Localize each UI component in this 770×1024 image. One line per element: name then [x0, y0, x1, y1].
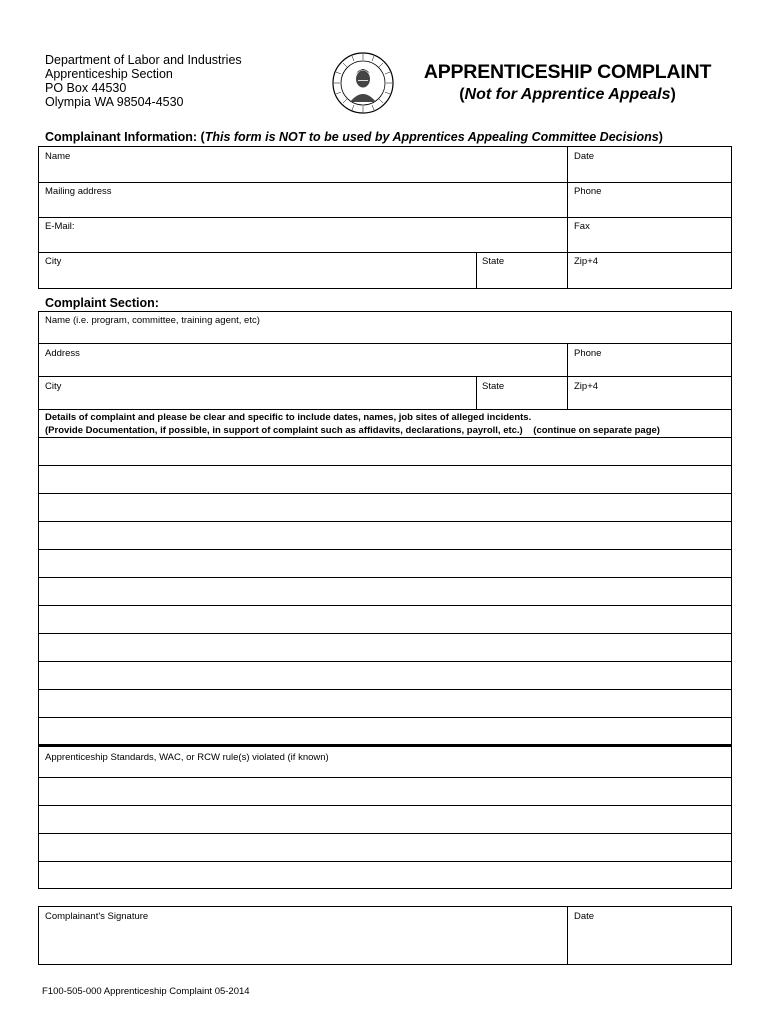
email-label: E-Mail:: [45, 221, 75, 232]
respondent-state-label: State: [482, 381, 505, 392]
complainant-heading-label: Complainant Information: (: [45, 130, 205, 144]
complainant-mailing-field[interactable]: [39, 183, 566, 217]
state-seal-icon: [332, 52, 394, 114]
complainant-city-field[interactable]: [39, 253, 475, 288]
section-separator: [38, 744, 732, 747]
complainant-fax-field[interactable]: [568, 218, 731, 252]
form-number: F100-505-000 Apprenticeship Complaint 05-2014: [42, 986, 250, 997]
mailing-address-label: Mailing address: [45, 186, 112, 197]
respondent-phone-label: Phone: [574, 348, 602, 359]
zip-label: Zip+4: [574, 256, 599, 267]
respondent-city-field[interactable]: [39, 377, 475, 409]
rules-violated-textarea[interactable]: [39, 778, 731, 888]
complainant-heading-close: ): [658, 130, 663, 144]
details-instructions: Details of complaint and please be clear and specific to include dates, names, job sites of alleged incidents.: [45, 412, 532, 423]
complainant-heading: [45, 130, 663, 144]
city-label: City: [45, 256, 62, 267]
subtitle-text: Not for Apprentice Appeals: [464, 86, 671, 103]
fax-label: Fax: [574, 221, 590, 232]
complainant-email-field[interactable]: [39, 218, 566, 252]
subtitle-open-paren: (: [459, 86, 465, 103]
date-label: Date: [574, 151, 595, 162]
agency-address: [45, 53, 242, 109]
section-name: Apprenticeship Section: [45, 67, 173, 81]
form-title: APPRENTICESHIP COMPLAINT: [423, 61, 712, 83]
subtitle-close-paren: ): [670, 86, 676, 103]
respondent-address-label: Address: [45, 348, 80, 359]
signature-date-field[interactable]: [568, 907, 731, 964]
respondent-city-label: City: [45, 381, 62, 392]
respondent-address-field[interactable]: [39, 344, 566, 376]
respondent-zip-label: Zip+4: [574, 381, 599, 392]
signature-date-label: Date: [574, 911, 595, 922]
row-divider: [38, 409, 732, 410]
state-label: State: [482, 256, 505, 267]
complaint-details-textarea[interactable]: [39, 438, 731, 744]
form-subtitle: [405, 86, 730, 104]
rules-violated-label: Apprenticeship Standards, WAC, or RCW rule(s) violated (if known): [45, 752, 329, 763]
po-box: PO Box 44530: [45, 81, 127, 95]
complainant-name-field[interactable]: [39, 147, 566, 182]
city-line: Olympia WA 98504-4530: [45, 95, 184, 109]
department-name: Department of Labor and Industries: [45, 53, 242, 67]
phone-label: Phone: [574, 186, 602, 197]
complaint-heading: Complaint Section:: [45, 296, 159, 310]
respondent-name-label: Name (i.e. program, committee, training agent, etc): [45, 315, 260, 326]
signature-field[interactable]: [39, 907, 566, 964]
signature-label: Complainant's Signature: [45, 911, 149, 922]
details-documentation-note: (Provide Documentation, if possible, in support of complaint such as affidavits, declarations, payroll, etc.) (continue on separate page): [45, 425, 660, 436]
name-label: Name: [45, 151, 71, 162]
complainant-heading-note: This form is NOT to be used by Apprentices Appealing Committee Decisions: [204, 130, 659, 144]
